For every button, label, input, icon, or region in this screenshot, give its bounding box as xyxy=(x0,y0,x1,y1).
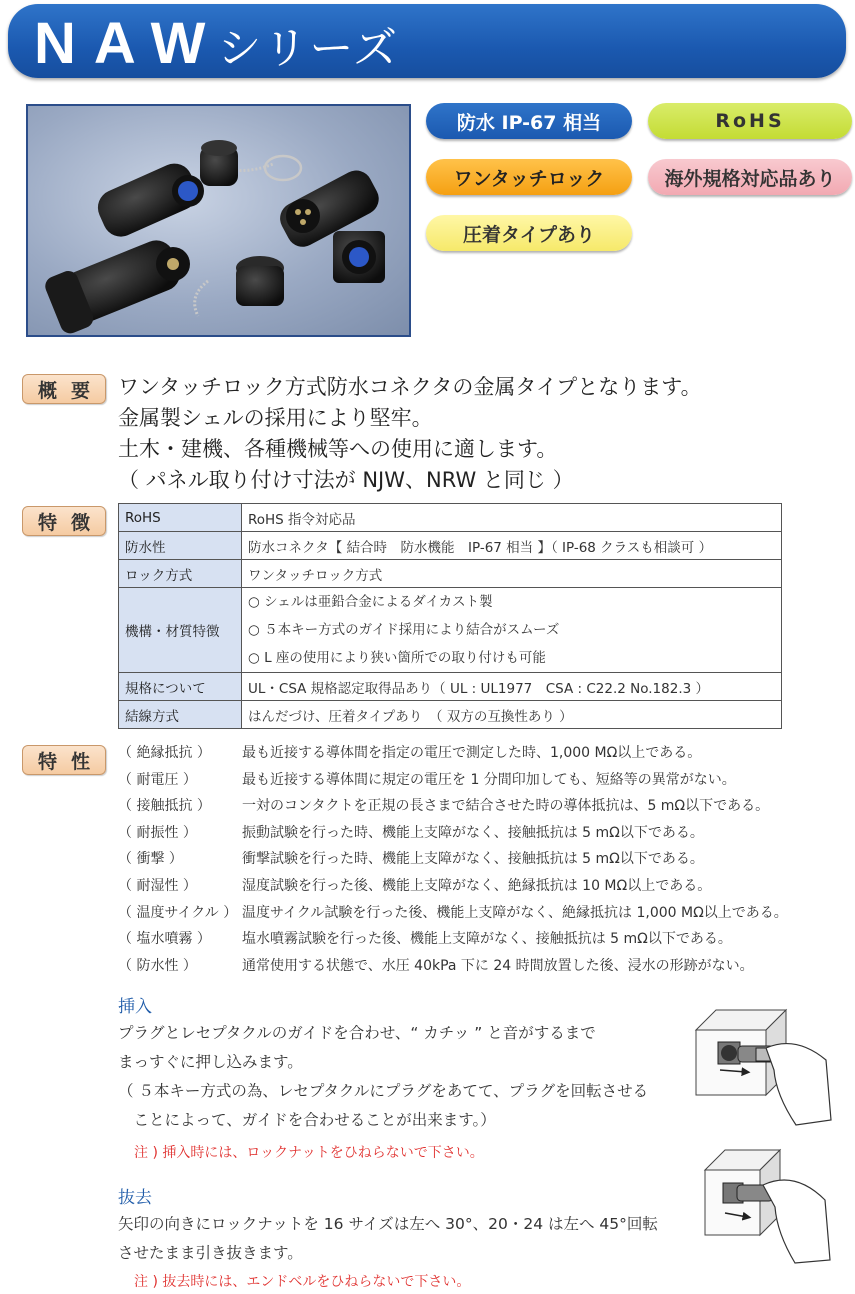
feature-value: RoHS 指令対応品 xyxy=(242,504,782,532)
table-row xyxy=(119,504,782,532)
insert-note: 注 ) 挿入時には、ロックナットをひねらないで下さい。 xyxy=(134,1145,484,1161)
char-key: （ 耐電圧 ） xyxy=(118,771,197,788)
insert-illustration xyxy=(686,1000,836,1130)
list-item xyxy=(118,820,838,847)
feature-key: 機構・材質特徴 xyxy=(119,588,242,673)
insert-line: プラグとレセプタクルのガイドを合わせ、“ カチッ ” と音がするまで xyxy=(118,1024,596,1042)
char-key: （ 耐振性 ） xyxy=(118,824,197,841)
char-value: 振動試験を行った時、機能上支障がなく、接触抵抗は 5 mΩ以下である。 xyxy=(242,824,704,841)
connectors-illustration xyxy=(28,106,411,337)
char-key: （ 塩水噴霧 ） xyxy=(118,931,211,948)
overview-line: 土木・建機、各種機械等への使用に適します。 xyxy=(118,437,558,461)
char-key: （ 温度サイクル ） xyxy=(118,904,238,921)
list-item xyxy=(118,900,838,927)
char-value: 通常使用する状態で、水圧 40kPa 下に 24 時間放置した後、浸水の形跡がない。 xyxy=(242,957,754,974)
feature-key: 結線方式 xyxy=(119,701,242,729)
list-item xyxy=(118,926,838,953)
feature-value-line: ○ L 座の使用により狭い箇所での取り付けも可能 xyxy=(248,650,546,666)
overview-text xyxy=(118,372,702,496)
features-table xyxy=(118,503,782,729)
feature-value: UL・CSA 規格認定取得品あり（ UL : UL1977 CSA : C22.2 No.182.3 ） xyxy=(242,673,782,701)
overview-label: 概要 xyxy=(22,374,106,404)
series-code: NAW xyxy=(34,11,224,76)
list-item xyxy=(118,740,838,767)
list-item xyxy=(118,846,838,873)
remove-instructions xyxy=(118,1210,658,1268)
feature-key: 規格について xyxy=(119,673,242,701)
table-row xyxy=(119,532,782,560)
features-label: 特徴 xyxy=(22,506,106,536)
feature-key: ロック方式 xyxy=(119,560,242,588)
remove-heading: 抜去 xyxy=(118,1188,152,1208)
series-banner xyxy=(8,4,846,78)
insert-line: （ ５本キー方式の為、レセプタクルにプラグをあてて、プラグを回転させる xyxy=(118,1082,649,1100)
feature-key: RoHS xyxy=(119,504,242,532)
series-word: シリーズ xyxy=(217,24,400,73)
waterproof-badge: 防水 IP-67 相当 xyxy=(426,103,632,139)
char-key: （ 絶縁抵抗 ） xyxy=(118,745,211,761)
char-value: 塩水噴霧試験を行った後、機能上支障がなく、接触抵抗は 5 mΩ以下である。 xyxy=(242,931,732,948)
insert-instructions xyxy=(118,1019,648,1135)
char-key: （ 衝撃 ） xyxy=(118,851,183,868)
product-photo xyxy=(26,104,411,337)
characteristics-label: 特性 xyxy=(22,745,106,775)
char-key: （ 耐湿性 ） xyxy=(118,877,197,894)
characteristics-list xyxy=(118,740,838,979)
char-value: 温度サイクル試験を行った後、機能上支障がなく、絶縁抵抗は 1,000 MΩ以上である。 xyxy=(242,904,788,921)
feature-key: 防水性 xyxy=(119,532,242,560)
list-item xyxy=(118,767,838,794)
table-row xyxy=(119,588,782,673)
list-item xyxy=(118,793,838,820)
feature-value: はんだづけ、圧着タイプあり （ 双方の互換性あり ） xyxy=(242,701,782,729)
feature-value-line: ○ ５本キー方式のガイド採用により結合がスムーズ xyxy=(248,622,560,638)
overview-line: ワンタッチロック方式防水コネクタの金属タイプとなります。 xyxy=(118,375,702,399)
feature-value: ワンタッチロック方式 xyxy=(242,560,782,588)
feature-value-line: ○ シェルは亜鉛合金によるダイカスト製 xyxy=(248,594,493,610)
remove-line: 矢印の向きにロックナットを 16 サイズは左へ 30°、20・24 は左へ 45°回転 xyxy=(118,1215,658,1233)
crimp-type-badge: 圧着タイプあり xyxy=(426,215,632,251)
char-value: 一対のコンタクトを正規の長さまで結合させた時の導体抵抗は、5 mΩ以下である。 xyxy=(242,798,770,815)
table-row xyxy=(119,673,782,701)
table-row xyxy=(119,560,782,588)
one-touch-lock-badge: ワンタッチロック xyxy=(426,159,632,195)
rohs-badge: RoHS xyxy=(648,103,852,139)
remove-line: させたまま引き抜きます。 xyxy=(118,1244,303,1262)
series-title xyxy=(34,10,399,77)
char-value: 最も近接する導体間に規定の電圧を 1 分間印加しても、短絡等の異常がない。 xyxy=(242,771,736,788)
insert-line: まっすぐに押し込みます。 xyxy=(118,1053,303,1071)
char-value: 最も近接する導体間を指定の電圧で測定した時、1,000 MΩ以上である。 xyxy=(242,745,702,761)
table-row xyxy=(119,701,782,729)
remove-illustration xyxy=(695,1145,835,1265)
list-item xyxy=(118,873,838,900)
overview-line: 金属製シェルの採用により堅牢。 xyxy=(118,406,433,430)
char-value: 湿度試験を行った後、機能上支障がなく、絶縁抵抗は 10 MΩ以上である。 xyxy=(242,877,712,894)
char-key: （ 防水性 ） xyxy=(118,957,197,974)
overseas-standard-badge: 海外規格対応品あり xyxy=(648,159,852,195)
feature-value: 防水コネクタ【 結合時 防水機能 IP-67 相当 】（ IP-68 クラスも相談可 ） xyxy=(242,532,782,560)
list-item xyxy=(118,953,838,980)
remove-note: 注 ) 抜去時には、エンドベルをひねらないで下さい。 xyxy=(134,1274,471,1290)
insert-line: ことによって、ガイドを合わせることが出来ます。） xyxy=(118,1111,496,1129)
feature-value xyxy=(242,588,782,673)
char-key: （ 接触抵抗 ） xyxy=(118,798,211,815)
insert-heading: 挿入 xyxy=(118,997,152,1017)
char-value: 衝撃試験を行った時、機能上支障がなく、接触抵抗は 5 mΩ以下である。 xyxy=(242,851,704,868)
overview-line: （ パネル取り付け寸法が NJW、NRW と同じ ） xyxy=(118,468,574,492)
